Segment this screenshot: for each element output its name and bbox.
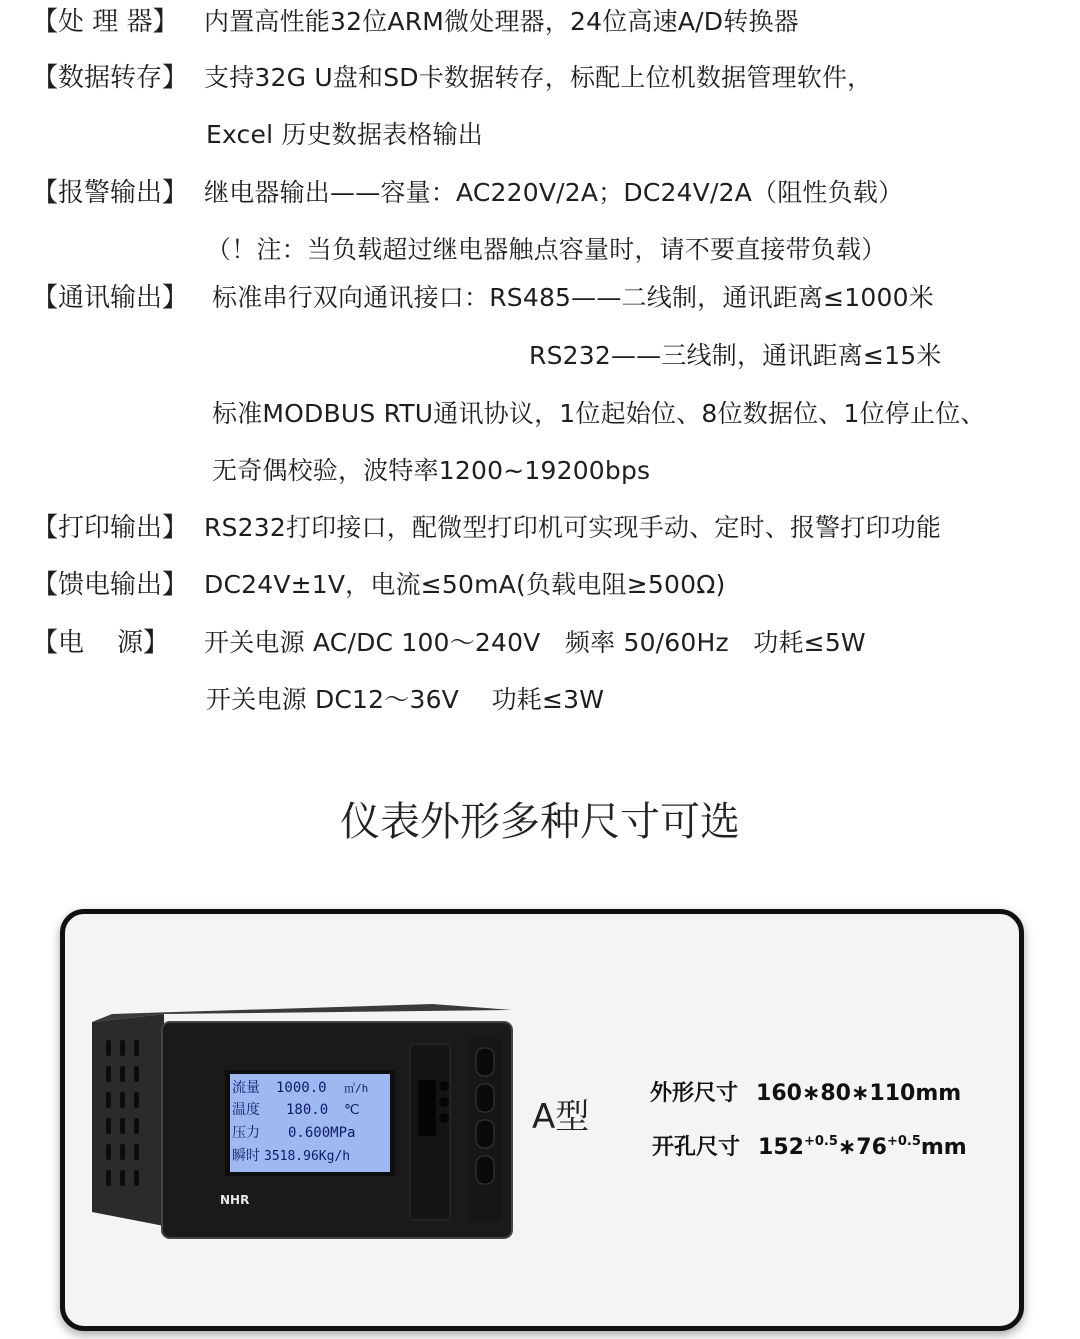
lcd-row-name: 瞬时: [232, 1148, 260, 1164]
key-button: [476, 1156, 494, 1184]
spec-text: 内置高性能32位ARM微处理器，24位高速A/D转换器: [204, 7, 799, 36]
spec-row-power-2: [0, 678, 1080, 722]
usb-slot: [418, 1080, 436, 1136]
panel-button: [439, 1097, 449, 1107]
spec-row-power: [0, 621, 1080, 665]
key-button: [476, 1084, 494, 1112]
instrument-image: [92, 1000, 514, 1240]
spec-label: 【电 源】: [32, 628, 170, 658]
spec-row-feed: [0, 563, 1080, 607]
spec-label: 【报警输出】: [32, 178, 189, 208]
spec-text: 无奇偶校验，波特率1200~19200bps: [212, 456, 651, 485]
spec-text: 开关电源 AC/DC 100～240V 频率 50/60Hz 功耗≤5W: [204, 628, 866, 657]
spec-text: 开关电源 DC12～36V 功耗≤3W: [206, 685, 605, 714]
spec-row-comm-4: [0, 449, 1080, 493]
model-label: A型: [532, 1097, 590, 1137]
spec-text: 继电器输出——容量：AC220V/2A；DC24V/2A（阻性负载）: [204, 178, 904, 207]
spec-row-processor: [0, 0, 1080, 44]
panel-button: [439, 1113, 449, 1123]
lcd-row-name: 压力: [232, 1125, 260, 1141]
spec-text: RS232——三线制，通讯距离≤15米: [529, 341, 942, 370]
outer-size-line: [650, 1076, 961, 1112]
spec-row-print: [0, 506, 1080, 550]
cutout-size-line: [652, 1124, 967, 1166]
spec-label: 【数据转存】: [32, 63, 189, 93]
cutout-width: 152: [758, 1135, 804, 1160]
spec-text: （！注：当负载超过继电器触点容量时，请不要直接带负载）: [206, 235, 887, 264]
lcd-row-value: 1000.0: [276, 1080, 327, 1096]
spec-row-alarm: [0, 171, 1080, 215]
spec-row-comm-2: [0, 334, 1080, 378]
key-button: [476, 1048, 494, 1076]
spec-text: 标准串行双向通讯接口：RS485——二线制，通讯距离≤1000米: [212, 283, 934, 312]
spec-row-data-storage: [0, 56, 1080, 100]
cutout-size-label: 开孔尺寸: [652, 1135, 741, 1160]
spec-label: 【通讯输出】: [32, 283, 189, 313]
lcd-row-value: 3518.96Kg/h: [264, 1149, 351, 1164]
lcd-row-name: 流量: [232, 1080, 260, 1096]
cutout-height: ∗76: [837, 1135, 887, 1160]
brand-logo: NHR: [220, 1193, 250, 1207]
cutout-unit: mm: [920, 1135, 967, 1160]
lcd-row-unit: ㎥/h: [344, 1082, 369, 1095]
cutout-tolerance: +0.5: [803, 1134, 838, 1149]
spec-label: 【打印输出】: [32, 513, 189, 543]
lcd-row-name: 温度: [232, 1102, 260, 1118]
spec-label: 【馈电输出】: [32, 570, 189, 600]
spec-row-data-storage-2: [0, 113, 1080, 157]
spec-label: 【处 理 器】: [32, 7, 179, 37]
cutout-tolerance: +0.5: [886, 1134, 921, 1149]
outer-size-value: 160∗80∗110mm: [756, 1081, 962, 1106]
spec-row-comm-3: [0, 392, 1080, 436]
spec-text: DC24V±1V，电流≤50mA(负载电阻≥500Ω): [204, 570, 726, 599]
section-title: 仪表外形多种尺寸可选: [340, 799, 740, 845]
panel-button: [439, 1081, 449, 1091]
lcd-row-value: 0.600MPa: [288, 1125, 356, 1141]
spec-row-comm: [0, 276, 1080, 320]
key-button: [476, 1120, 494, 1148]
spec-text: RS232打印接口，配微型打印机可实现手动、定时、报警打印功能: [204, 513, 942, 542]
spec-text: 支持32G U盘和SD卡数据转存，标配上位机数据管理软件，: [204, 63, 873, 92]
lcd-row-value: 180.0: [286, 1102, 329, 1118]
spec-text: Excel 历史数据表格输出: [206, 120, 483, 149]
lcd-row-unit: ℃: [344, 1102, 360, 1118]
spec-text: 标准MODBUS RTU通讯协议，1位起始位、8位数据位、1位停止位、: [212, 399, 986, 428]
spec-row-alarm-2: [0, 228, 1080, 272]
housing-side: [92, 1014, 164, 1226]
outer-size-label: 外形尺寸: [650, 1081, 739, 1106]
